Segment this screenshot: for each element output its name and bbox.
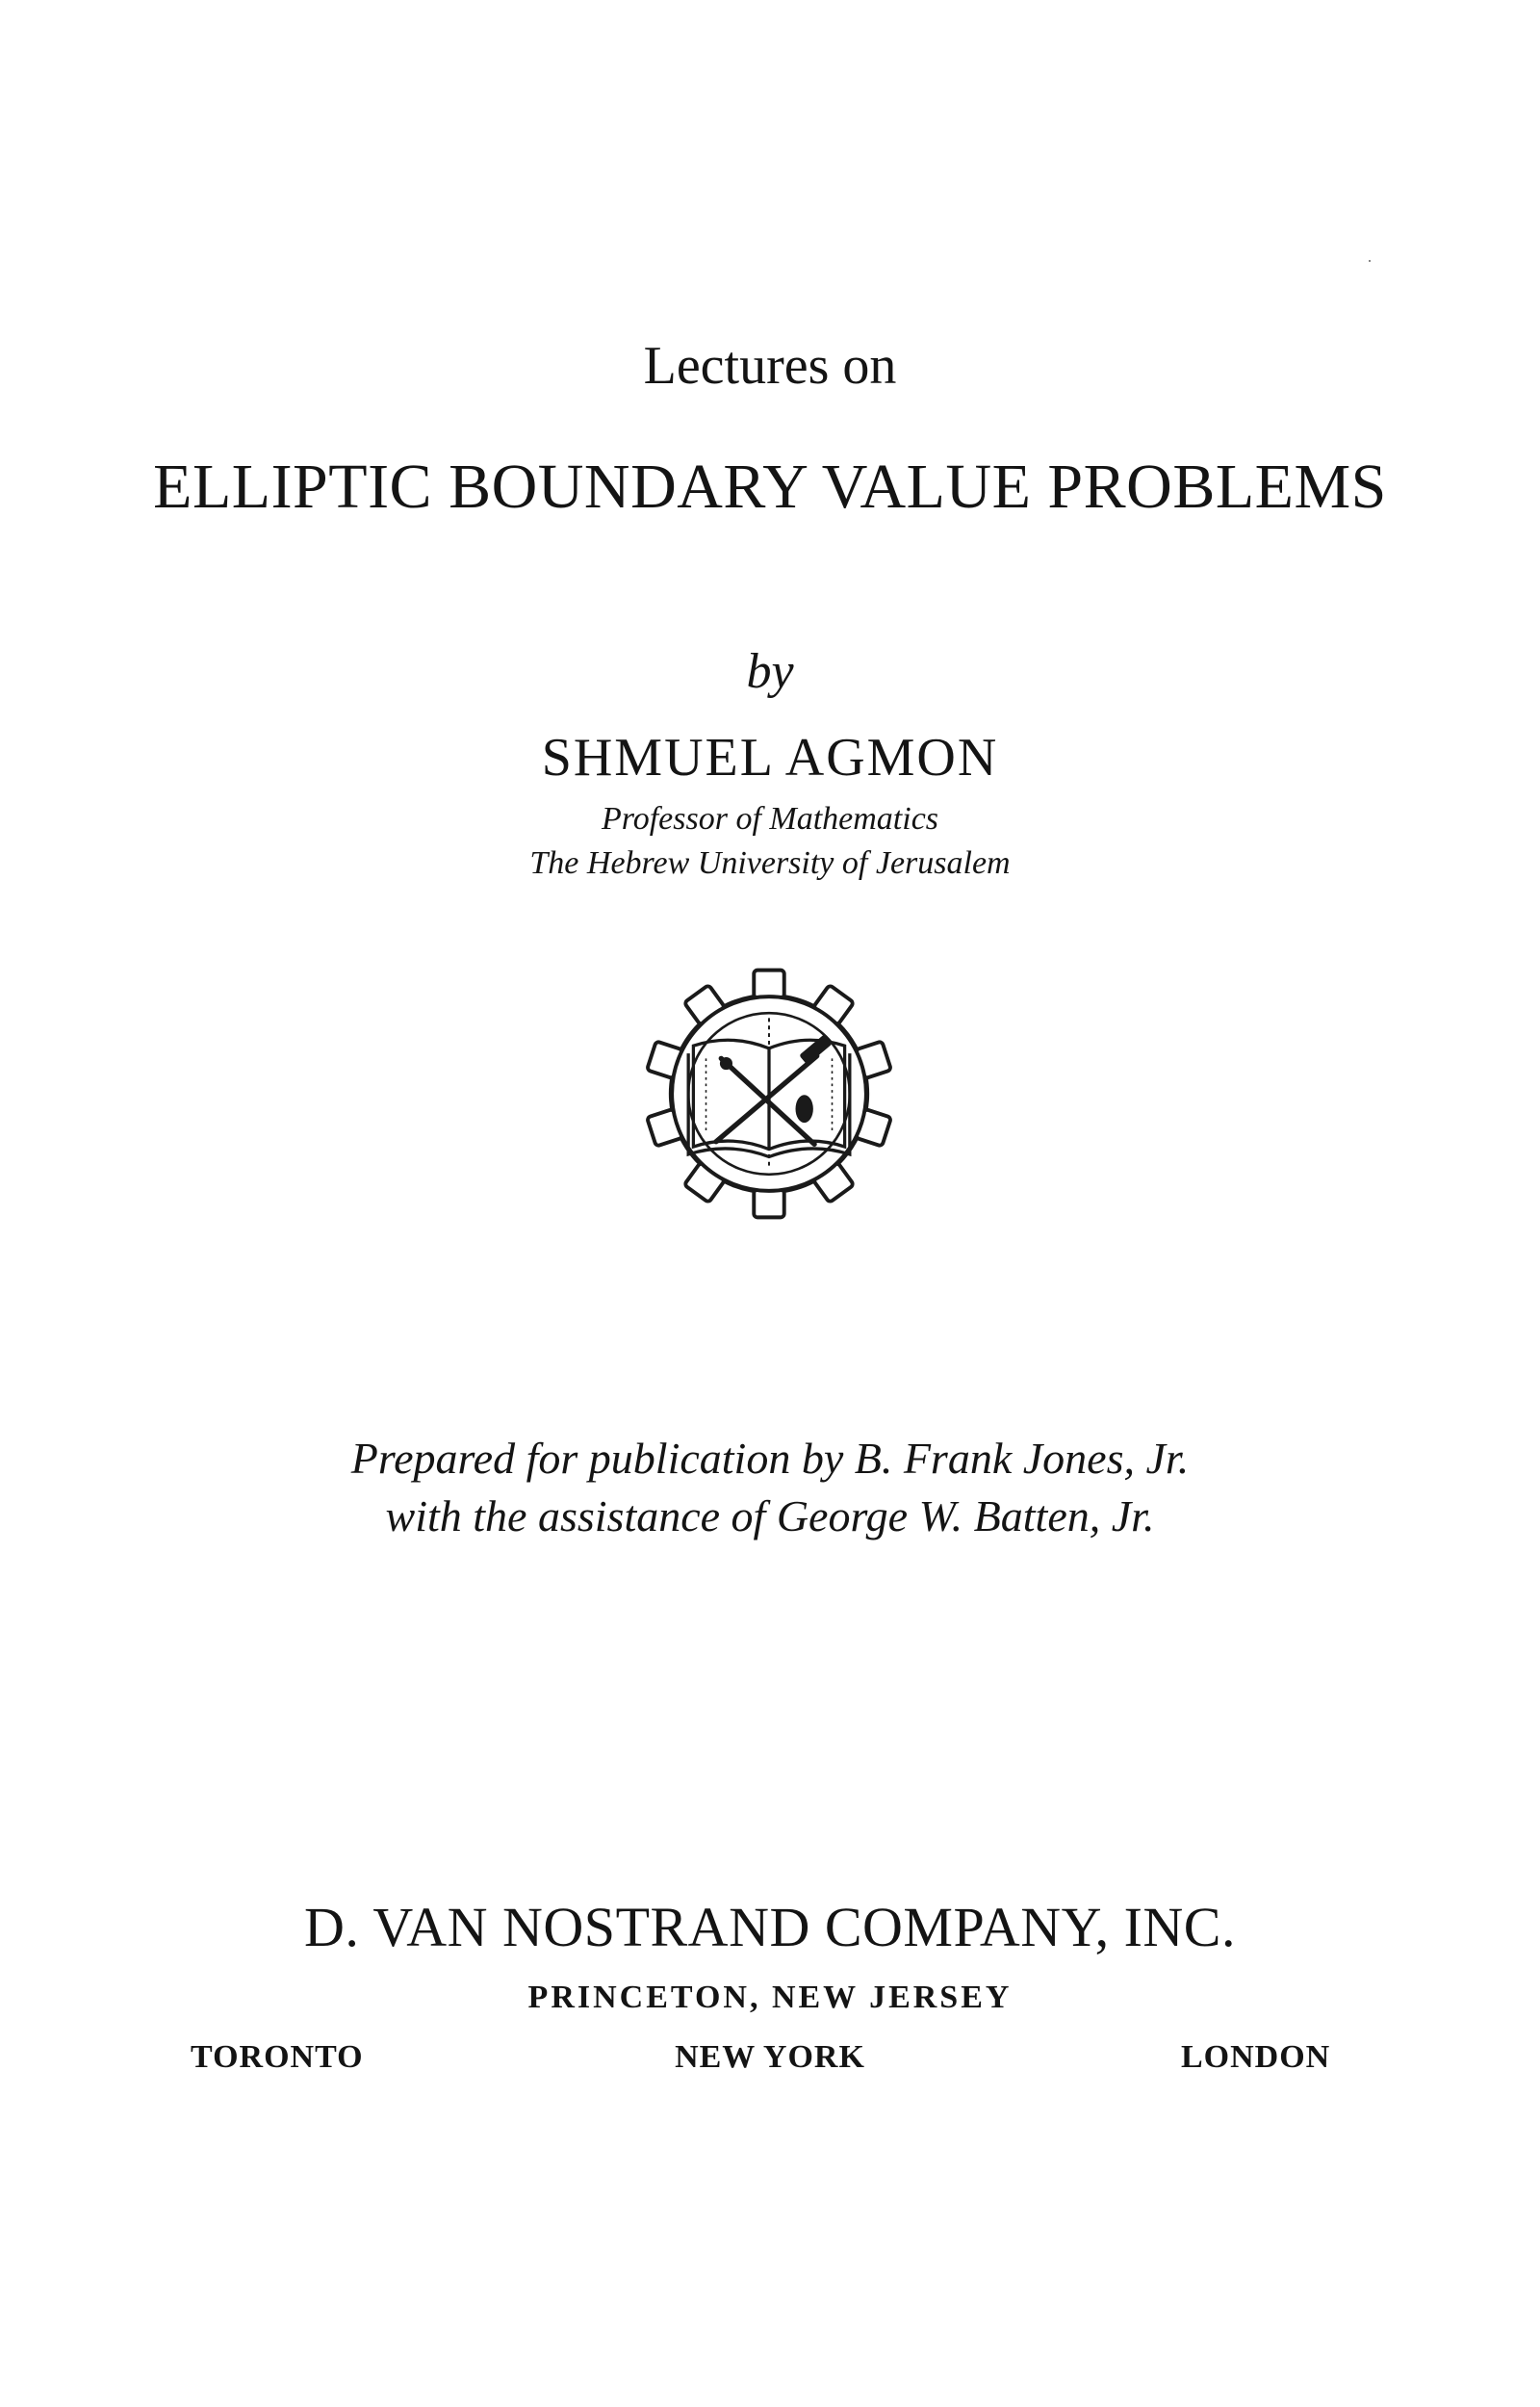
scan-speck bbox=[1369, 260, 1371, 262]
book-title: ELLIPTIC BOUNDARY VALUE PROBLEMS bbox=[153, 452, 1387, 522]
pre-title: Lectures on bbox=[643, 336, 897, 396]
prepared-by: Prepared for publication by B. Frank Jones, Jr. bbox=[350, 1434, 1190, 1483]
author-institution: The Hebrew University of Jerusalem bbox=[529, 845, 1011, 881]
assistance-by: with the assistance of George W. Batten, Jr. bbox=[385, 1491, 1155, 1540]
author-position: Professor of Mathematics bbox=[601, 801, 939, 837]
city-new-york: NEW YORK bbox=[675, 2039, 865, 2075]
publisher-location: PRINCETON, NEW JERSEY bbox=[527, 1980, 1013, 2015]
city-toronto: TORONTO bbox=[191, 2039, 364, 2075]
by-line: by bbox=[746, 644, 794, 699]
author-name: SHMUEL AGMON bbox=[541, 728, 999, 788]
publisher-gear-emblem-icon bbox=[643, 968, 895, 1220]
publisher-name: D. VAN NOSTRAND COMPANY, INC. bbox=[304, 1896, 1236, 1958]
city-london: LONDON bbox=[1181, 2039, 1331, 2075]
